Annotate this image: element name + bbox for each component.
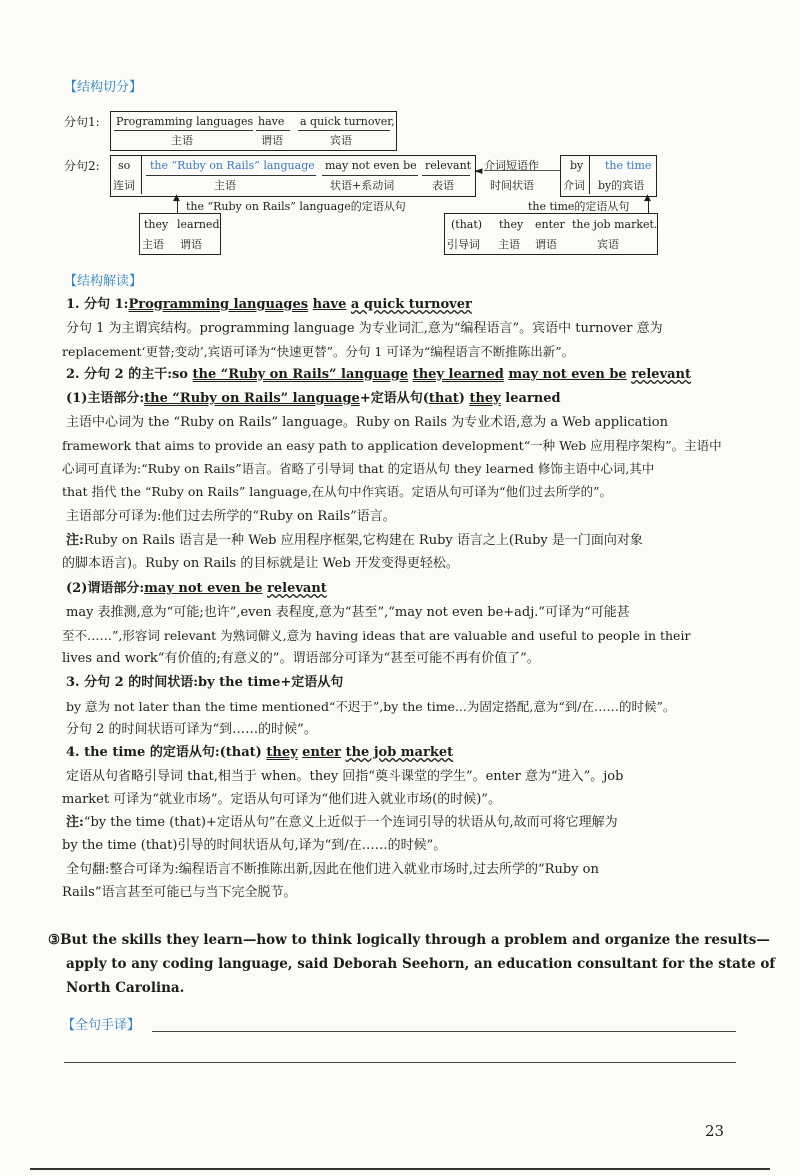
sentence-3-line: ③But the skills they learn—how to think logically through a problem and organize the results— [48, 932, 770, 948]
clause2-predicative-underline [422, 175, 470, 176]
adverbial-time-tag: by的宾语 [598, 179, 645, 192]
paragraph-line: 至不……”,形容词 relevant 为熟词僻义,意为 having ideas that are valuable and useful to people in their [62, 628, 691, 643]
rel1-learned-tag: 谓语 [180, 238, 202, 251]
clause2-predicative-tag: 表语 [432, 179, 454, 192]
rel2-they: they [499, 218, 524, 231]
adverbial-connector [484, 170, 560, 171]
paragraph-line: 的脚本语言)。Ruby on Rails 的目标就是让 Web 开发变得更轻松。 [62, 556, 459, 571]
sentence-3-line: North Carolina. [66, 980, 185, 996]
adverbial-tag: 时间状语 [490, 179, 534, 192]
rel1-they-tag: 主语 [142, 238, 164, 251]
adverbial-time: the time [605, 159, 652, 172]
arrow-left-icon: ◄ [474, 164, 483, 177]
clause2-divider [141, 156, 142, 194]
rel2-that: (that) [451, 218, 483, 231]
clause1-verb: have [258, 115, 285, 128]
paragraph-line: Rails”语言甚至可能已与当下完全脱节。 [62, 885, 297, 900]
clause2-verb-underline [322, 175, 418, 176]
rel1-they: they [144, 218, 169, 231]
paragraph-line: that 指代 the “Ruby on Rails” language,在从句中作宾语。定语从句可译为“他们过去所学的”。 [62, 484, 612, 499]
clause1-subject: Programming languages [116, 115, 254, 128]
note-2-line: 注:“by the time (that)+定语从句”在意义上近似于一个连词引导的状语从句,故而可将它理解为 [66, 815, 618, 830]
paragraph-line: lives and work“有价值的;有意义的”。谓语部分可译为“甚至可能不再有价值了”。 [62, 651, 540, 666]
clause2-subject-underline [146, 175, 316, 176]
rel1-connector [177, 201, 178, 213]
paragraph-line: by the time (that)引导的时间状语从句,译为“到/在……的时候”。 [62, 838, 447, 853]
rel2-they-tag: 主语 [498, 238, 520, 251]
clause1-subject-underline [114, 130, 253, 131]
section-heading-translate: 【全句手译】 [62, 1018, 141, 1033]
clause2-label: 分句2: [64, 159, 100, 173]
analysis-heading-1: 1. 分句 1:Programming languages have a quick turnover [66, 297, 472, 312]
section-heading-analysis: 【结构解读】 [64, 274, 143, 289]
clause1-verb-underline [256, 130, 290, 131]
rel2-label: the time的定语从句 [528, 200, 630, 213]
analysis-heading-3: 3. 分句 2 的时间状语:by the time+定语从句 [66, 675, 344, 690]
clause1-subject-tag: 主语 [171, 134, 193, 147]
adverbial-by: by [570, 159, 584, 172]
rel2-enter: enter [535, 218, 565, 231]
paragraph-line: 分句 2 的时间状语可译为“到……的时候”。 [66, 722, 317, 737]
clause2-so: so [118, 159, 131, 172]
paragraph-line: 主语部分可译为:他们过去所学的“Ruby on Rails”语言。 [66, 509, 396, 524]
paragraph-line: 主语中心词为 the “Ruby on Rails” language。Ruby on Rails 为专业术语,意为 a Web application [66, 415, 668, 430]
clause2-subject: the “Ruby on Rails” language [150, 159, 315, 172]
clause2-predicative: relevant [425, 159, 472, 172]
analysis-heading-2-1: (1)主语部分:the “Ruby on Rails” language+定语从句(that) they learned [66, 391, 561, 406]
paragraph-line: 全句翻:整合可译为:编程语言不断推陈出新,因此在他们进入就业市场时,过去所学的“Ruby on [66, 862, 599, 877]
paragraph-line: replacement‘更替;变动’,宾语可译为“快速更替”。分句 1 可译为“编程语言不断推陈出新”。 [62, 344, 575, 359]
clause2-so-tag: 连词 [113, 179, 135, 192]
clause2-verb: may not even be [325, 159, 417, 172]
note-1-line: 注:Ruby on Rails 语言是一种 Web 应用程序框架,它构建在 Ruby 语言之上(Ruby 是一门面向对象 [66, 533, 643, 548]
sentence-3-line: apply to any coding language, said Deborah Seehorn, an education consultant for the state of [66, 956, 776, 972]
paragraph-line: 定语从句省略引导词 that,相当于 when。they 回指“奠斗课堂的学生”。enter 意为“进入”。job [66, 769, 624, 784]
clause1-label: 分句1: [64, 115, 100, 129]
rel2-enter-tag: 谓语 [535, 238, 557, 251]
footer-rule [30, 1168, 770, 1170]
clause1-verb-tag: 谓语 [261, 134, 283, 147]
paragraph-line: 心词可直译为:“Ruby on Rails”语言。省略了引导词 that 的定语从句 they learned 修饰主语中心词,其中 [62, 461, 655, 476]
clause1-object-underline [298, 130, 390, 131]
analysis-heading-2: 2. 分句 2 的主干:so the “Ruby on Rails” language they learned may not even be relevant [66, 367, 692, 382]
analysis-heading-4: 4. the time 的定语从句:(that) they enter the job market [66, 745, 454, 760]
paragraph-line: market 可译为“就业市场”。定语从句可译为“他们进入就业市场(的时候)”。 [62, 792, 501, 807]
adverbial-label: 介词短语作 [484, 159, 539, 172]
clause2-subject-tag: 主语 [214, 179, 236, 192]
paragraph-line: 分句 1 为主谓宾结构。programming language 为专业词汇,意为“编程语言”。宾语中 turnover 意为 [66, 321, 663, 336]
rel1-label: the “Ruby on Rails” language的定语从句 [186, 200, 406, 213]
adverbial-divider [589, 156, 590, 194]
clause2-verb-tag: 状语+系动词 [330, 179, 395, 192]
rel2-connector [648, 201, 649, 213]
clause1-object: a quick turnover, [300, 115, 395, 128]
rel1-learned: learned [177, 218, 220, 231]
rel2-market-tag: 宾语 [597, 238, 619, 251]
adverbial-by-tag: 介词 [563, 179, 585, 192]
answer-line[interactable] [152, 1031, 736, 1032]
rel2-market: the job market. [572, 218, 658, 231]
arrow-up-icon: ▲ [173, 193, 180, 203]
section-heading-structure: 【结构切分】 [64, 80, 143, 95]
arrow-up-icon: ▲ [644, 193, 651, 203]
paragraph-line: framework that aims to provide an easy path to application development“一种 Web 应用程序架构”。主语中 [62, 438, 722, 453]
paragraph-line: may 表推测,意为“可能;也许”,even 表程度,意为“甚至”,“may not even be+adj.”可译为“可能甚 [66, 605, 630, 620]
paragraph-line: by 意为 not later than the time mentioned“不迟于”,by the time...为固定搭配,意为“到/在……的时候”。 [66, 699, 676, 714]
rel2-that-tag: 引导词 [447, 238, 480, 251]
page-number: 23 [705, 1122, 725, 1140]
analysis-heading-2-2: (2)谓语部分:may not even be relevant [66, 581, 327, 596]
answer-line[interactable] [64, 1062, 736, 1063]
clause1-object-tag: 宾语 [330, 134, 352, 147]
